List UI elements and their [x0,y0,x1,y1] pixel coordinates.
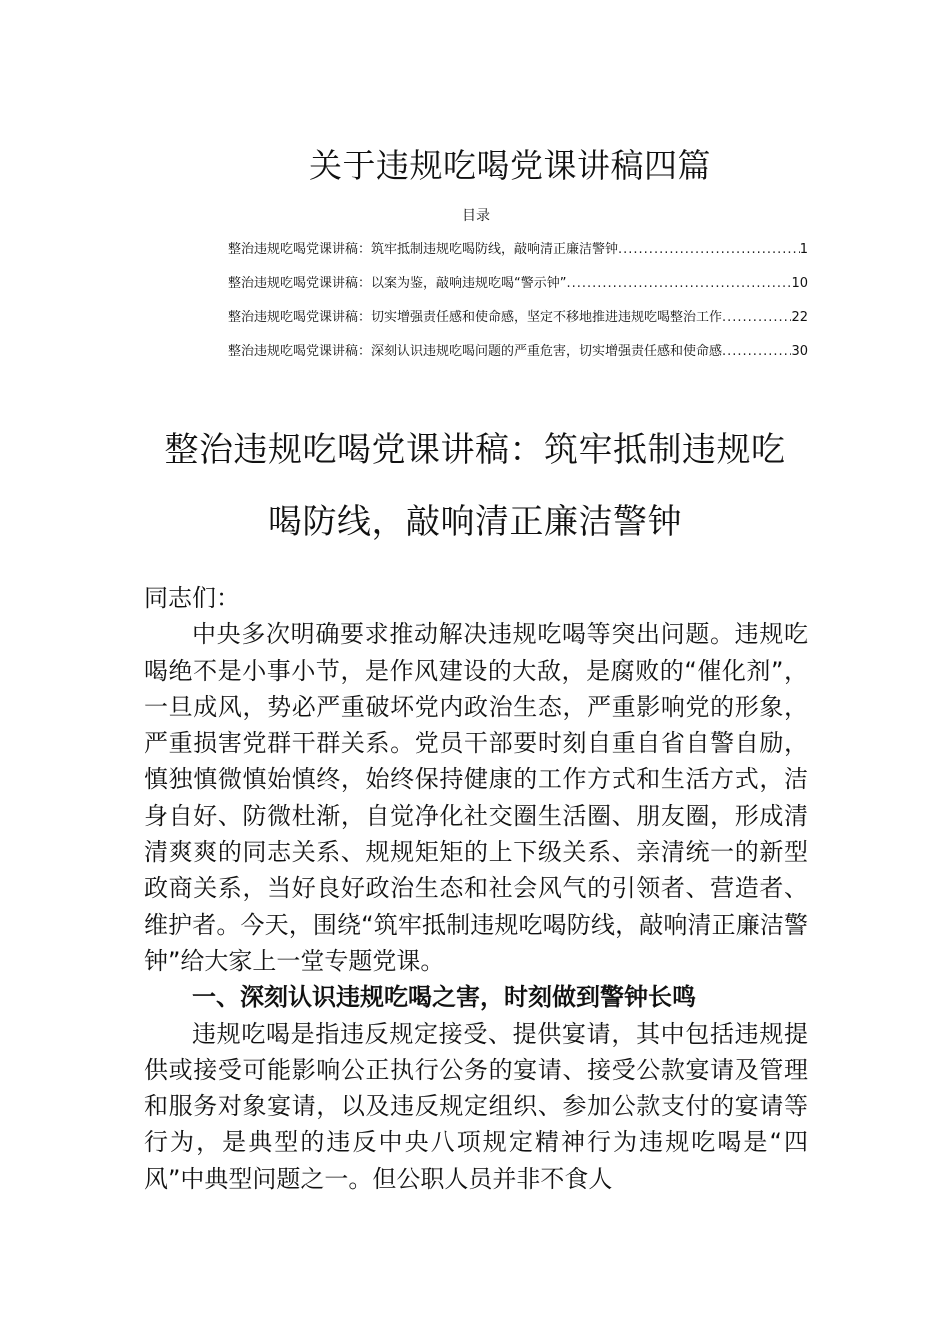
body-text [144,580,808,1197]
toc-entry-text: 整治违规吃喝党课讲稿：以案为鉴，敲响违规吃喝“警示钟” [228,276,567,291]
paragraph-2: 违规吃喝是指违反规定接受、提供宴请，其中包括违规提供或接受可能影响公正执行公务的宴请、接受公款宴请及管理和服务对象宴请，以及违反规定组织、参加公款支付的宴请等行为，是典型的违反中央八项规定精神行为违规吃喝是“四风”中典型问题之一。但公职人员并非不食人 [144,1019,808,1193]
toc-entry-1[interactable] [228,238,808,272]
toc-leader-dots [722,340,791,364]
toc-leader-dots [618,238,800,262]
document-title: 关于违规吃喝党课讲稿四篇 [309,146,711,185]
section-title [140,414,810,558]
section-title-line-2: 喝防线，敲响清正廉洁警钟 [268,502,682,542]
toc-entry-text: 整治违规吃喝党课讲稿：切实增强责任感和使命感，坚定不移地推进违规吃喝整治工作 [228,310,723,325]
toc-entry-text: 整治违规吃喝党课讲稿：深刻认识违规吃喝问题的严重危害，切实增强责任感和使命感 [228,344,723,359]
toc-entry-text: 整治违规吃喝党课讲稿：筑牢抵制违规吃喝防线，敲响清正廉洁警钟 [228,242,619,257]
salutation: 同志们： [144,584,240,612]
toc-page-number: 22 [791,310,808,325]
toc-entry-3[interactable] [228,306,808,340]
subheading-1: 一、深刻认识违规吃喝之害，时刻做到警钟长鸣 [192,983,696,1012]
toc-page-number: 30 [791,344,808,359]
toc-entry-4[interactable] [228,340,808,374]
toc-heading-text: 目录 [462,208,490,224]
table-of-contents [228,238,808,374]
toc-leader-dots [566,272,791,296]
toc-leader-dots [722,306,791,330]
toc-page-number: 1 [799,242,808,257]
section-title-line-1: 整治违规吃喝党课讲稿：筑牢抵制违规吃 [164,430,786,470]
toc-entry-2[interactable] [228,272,808,306]
toc-heading [0,206,950,226]
paragraph-1: 中央多次明确要求推动解决违规吃喝等突出问题。违规吃喝绝不是小事小节，是作风建设的大敌，是腐败的“催化剂”，一旦成风，势必严重破坏党内政治生态，严重影响党的形象，严重损害党群干群关系。党员干部要时刻自重自省自警自励，慎独慎微慎始慎终，始终保持健康的工作方式和生活方式，洁身自好、防微杜渐，自觉净化社交圈生活圈、朋友圈，形成清清爽爽的同志关系、规规矩矩的上下级关系、亲清统一的新型政商关系，当好良好政治生态和社会风气的引领者、营造者、维护者。今天，围绕“筑牢抵制违规吃喝防线，敲响清正廉洁警钟”给大家上一堂专题党课。 [144,620,808,975]
toc-page-number: 10 [791,276,808,291]
